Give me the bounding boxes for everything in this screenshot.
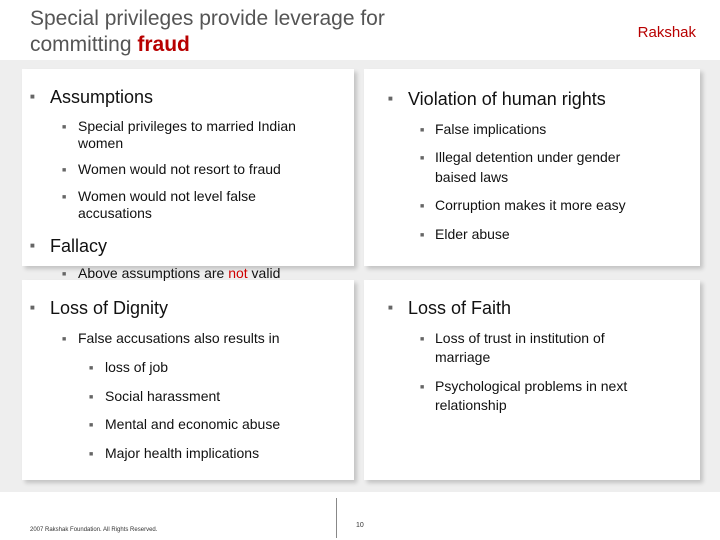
bullet-icon: ■ <box>420 384 425 391</box>
violation-item: Illegal detention under gender <box>435 149 621 165</box>
brand-logo-text: Rakshak <box>637 24 696 41</box>
bullet-icon: ■ <box>62 336 67 343</box>
assumption-item: Women would not resort to fraud <box>78 161 281 177</box>
footer-divider <box>336 498 337 538</box>
bullet-icon: ■ <box>89 365 94 372</box>
bullet-icon: ■ <box>62 271 67 278</box>
bullet-icon: ■ <box>420 127 425 134</box>
dignity-subitem: Social harassment <box>105 388 221 404</box>
bullet-icon: ■ <box>62 194 67 201</box>
title-line-2: committing <box>30 33 132 56</box>
copyright-note: 2007 Rakshak Foundation. All Rights Reserved. <box>30 527 158 533</box>
assumption-item-continued: accusations <box>78 205 152 221</box>
bullet-icon: ■ <box>89 422 94 429</box>
faith-item: Psychological problems in next <box>435 378 628 394</box>
dignity-subitem: loss of job <box>105 359 169 375</box>
assumption-item: Women would not level false <box>78 188 256 204</box>
faith-heading: Loss of Faith <box>408 298 512 318</box>
bullet-icon: ■ <box>89 394 94 401</box>
violation-item: Elder abuse <box>435 226 510 242</box>
bullet-icon: ■ <box>30 92 35 101</box>
title-line-1: Special privileges provide leverage for <box>30 7 385 30</box>
dignity-subitem: Major health implications <box>105 445 260 461</box>
fallacy-text-before: Above assumptions are <box>78 265 229 281</box>
bullet-icon: ■ <box>388 303 393 312</box>
bullet-icon: ■ <box>388 94 393 103</box>
faith-item-continued: marriage <box>435 349 491 365</box>
bullet-icon: ■ <box>30 303 35 312</box>
bullet-icon: ■ <box>420 336 425 343</box>
faith-item-continued: relationship <box>435 397 507 413</box>
violation-item: Corruption makes it more easy <box>435 197 626 213</box>
assumption-item-continued: women <box>78 135 124 151</box>
page-number: 10 <box>356 522 364 529</box>
slide-title <box>30 6 550 58</box>
bullet-icon: ■ <box>62 124 67 131</box>
bullet-icon: ■ <box>30 241 35 250</box>
bullet-icon: ■ <box>89 451 94 458</box>
dignity-heading: Loss of Dignity <box>50 298 169 318</box>
assumptions-heading: Assumptions <box>50 87 154 107</box>
violation-heading: Violation of human rights <box>408 89 606 109</box>
dignity-subitem: Mental and economic abuse <box>105 416 281 432</box>
title-accent-word: fraud <box>137 33 190 56</box>
fallacy-text-after: valid <box>247 265 281 281</box>
faith-item: Loss of trust in institution of <box>435 330 605 346</box>
fallacy-heading: Fallacy <box>50 236 108 256</box>
bullet-icon: ■ <box>420 232 425 239</box>
fallacy-accent-word: not <box>228 265 248 281</box>
assumption-item: Special privileges to married Indian <box>78 118 296 134</box>
dignity-item: False accusations also results in <box>78 330 280 346</box>
bullet-icon: ■ <box>62 167 67 174</box>
violation-item: False implications <box>435 121 547 137</box>
fallacy-item <box>78 265 280 282</box>
bullet-icon: ■ <box>420 203 425 210</box>
bullet-icon: ■ <box>420 155 425 162</box>
violation-item-continued: baised laws <box>435 169 509 185</box>
